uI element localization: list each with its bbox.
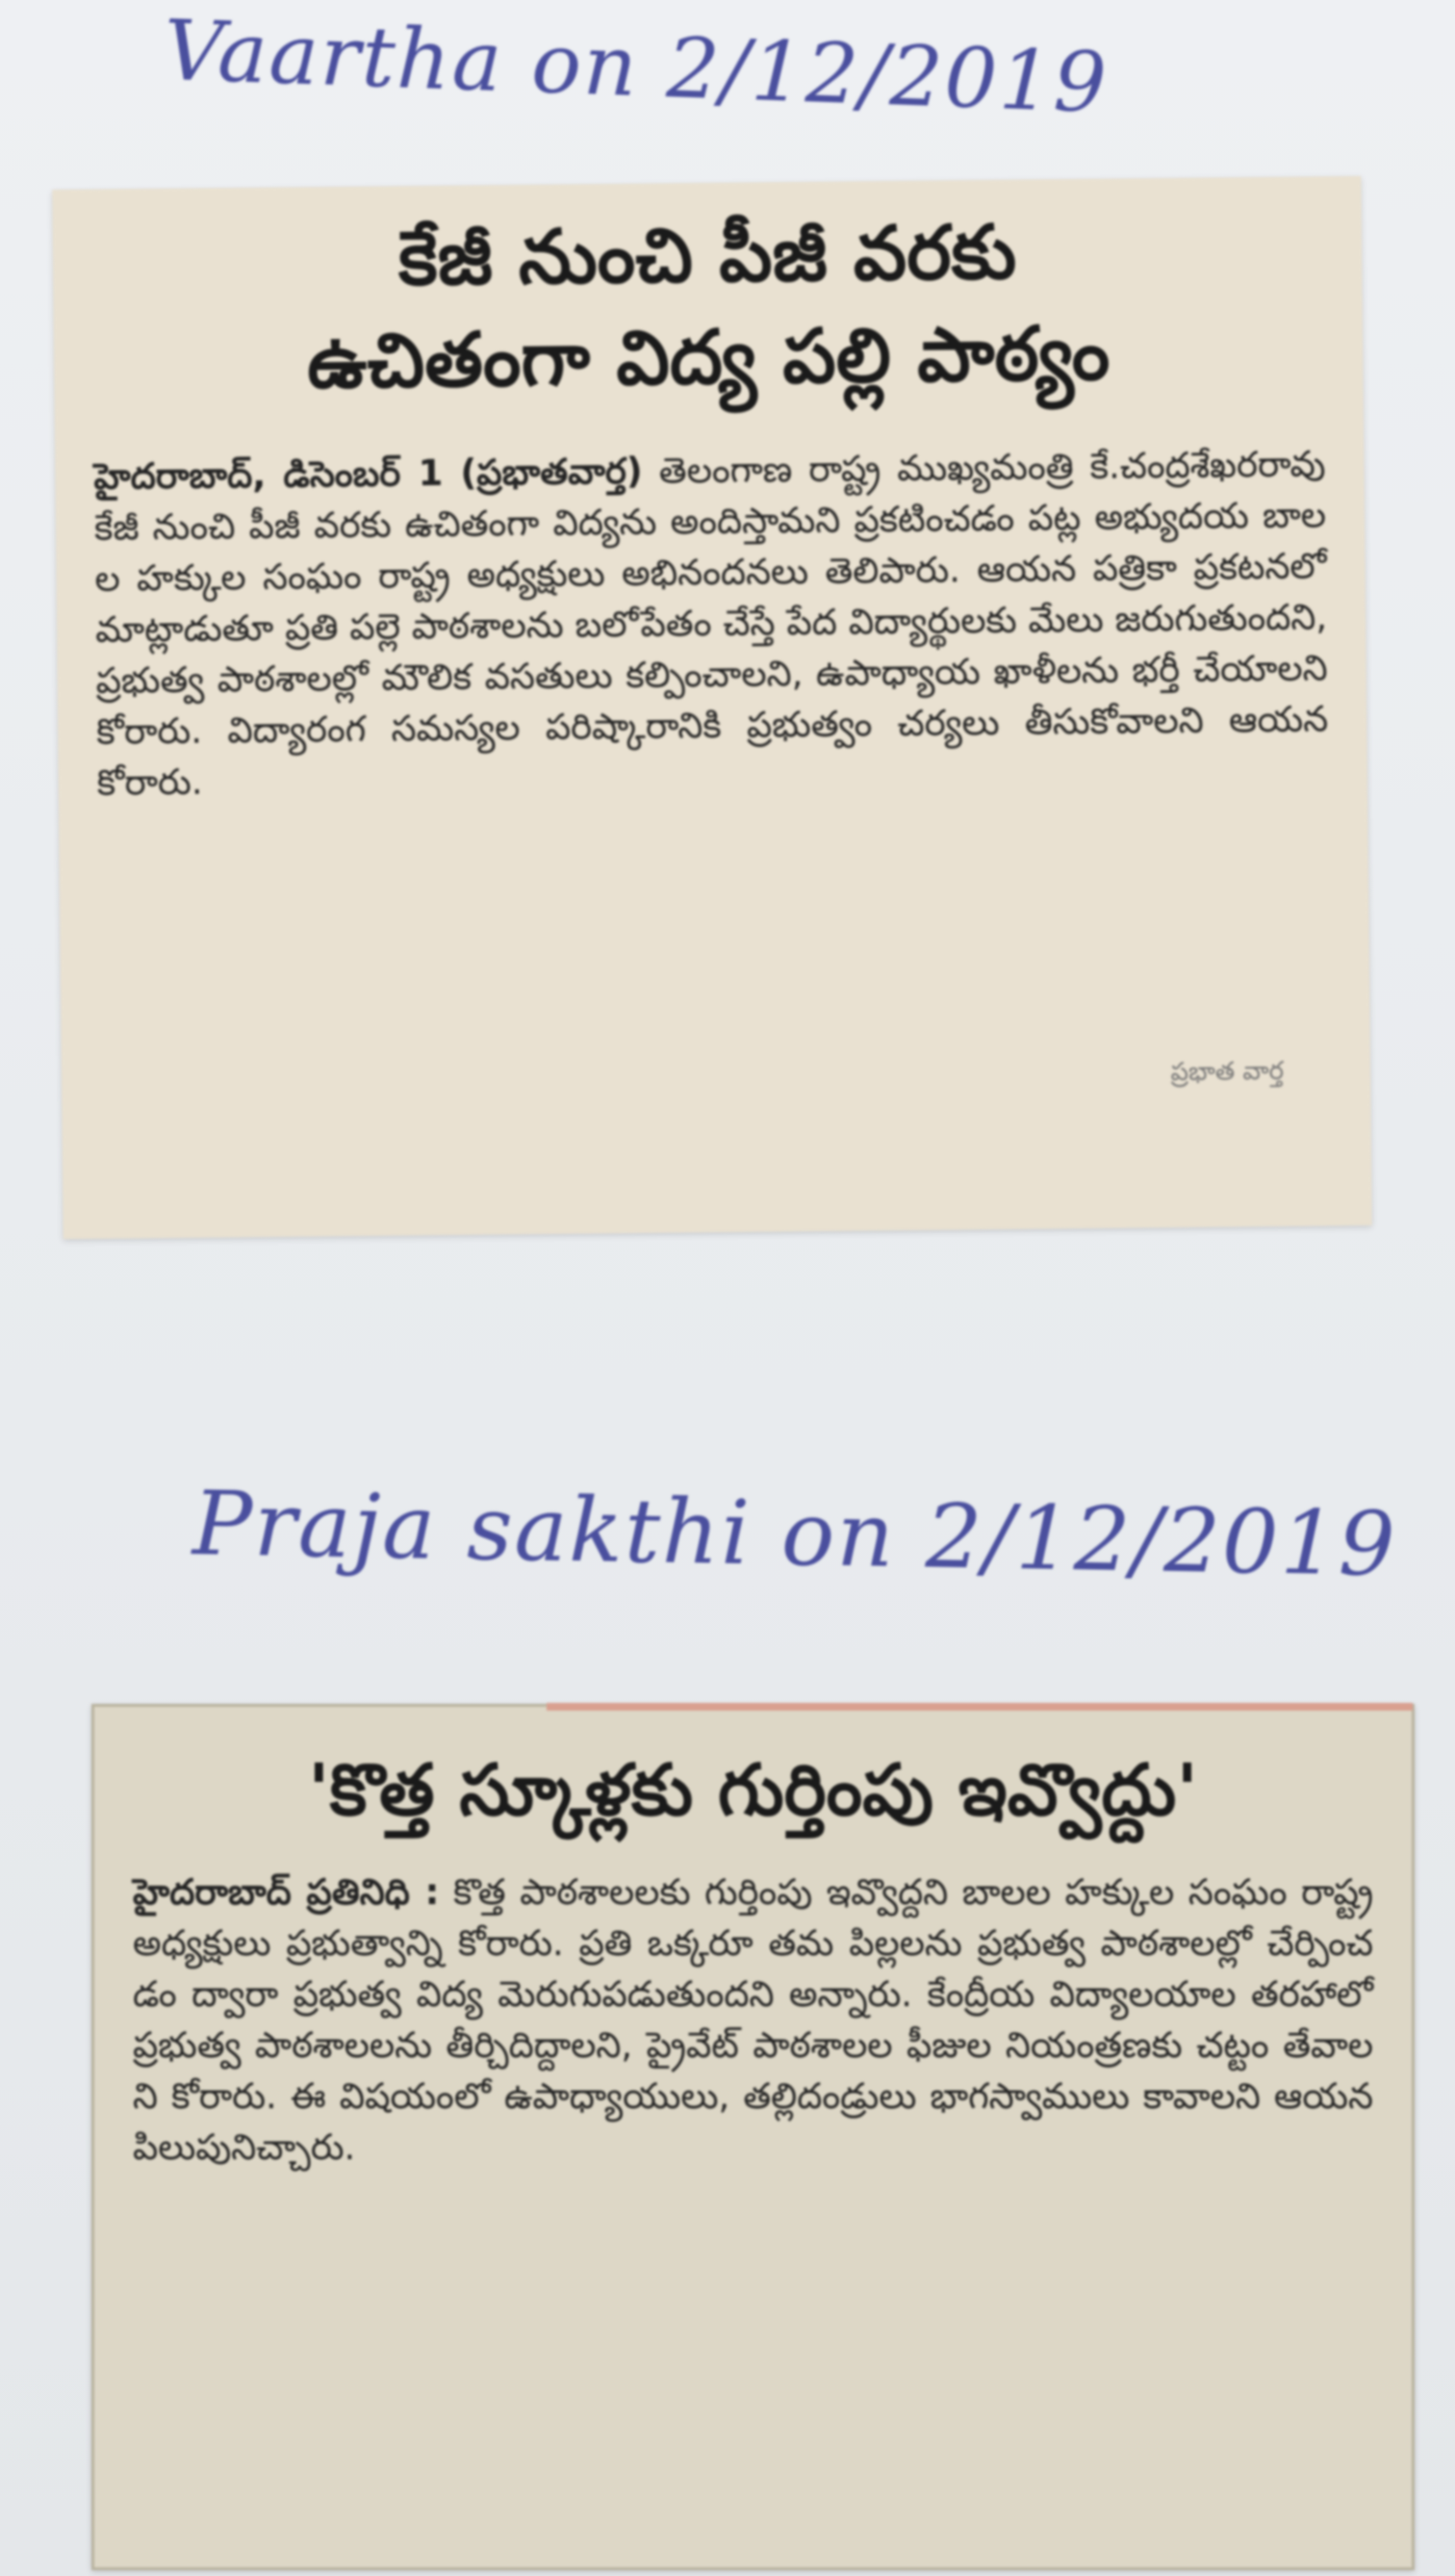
clipping-body [93,438,1329,808]
clipping-headline: 'కొత్త స్కూళ్లకు గుర్తింపు ఇవ్వొద్దు' [307,1749,1199,1832]
clipping-footer: ప్రభాత వార్త [1170,1056,1285,1088]
clipping-dateline: హైదరాబాద్, డిసెంబర్ 1 (ప్రభాతవార్త) [93,450,643,498]
handwritten-source-note: Vaartha on 2/12/2019 [162,2,1110,133]
clipping-headline-line1: కేజీ నుంచి పీజీ వరకు [397,209,1017,303]
handwritten-source-note: Praja sakthi on 2/12/2019 [191,1472,1398,1596]
clipping-dateline: హైదరాబాద్ ప్రతినిధి : [133,1871,440,1913]
clipping-body [133,1867,1373,2173]
clipping-headline-line2: ఉచితంగా విద్య పల్లి పాఠ్యం [306,310,1110,406]
clipping-top-edge [547,1703,1413,1711]
newspaper-clipping-vaartha [52,176,1371,1239]
newspaper-clipping-prajasakthi [91,1704,1415,2570]
clipping-body-text: కొత్త పాఠశాలలకు గుర్తింపు ఇవ్వొద్దని బాలల హక్కుల సంఘం రాష్ట్ర అధ్యక్షులు ప్రభుత్వాన్ని కోరారు. ప్రతి ఒక్కరూ తమ పిల్లలను ప్రభుత్వ పాఠశాలల్లో చేర్పించడం ద్వారా ప్రభుత్వ విద్య మెరుగుపడుతుందని అన్నారు. కేంద్రీయ విద్యాలయాల తరహాలో ప్రభుత్వ పాఠశాలలను తీర్చిదిద్దాలని, ప్రైవేట్ పాఠశాలల ఫీజుల నియంత్రణకు చట్టం తేవాలని కోరారు. ఈ విషయంలో ఉపాధ్యాయులు, తల్లిదండ్రులు భాగస్వాములు కావాలని ఆయన పిలుపునిచ్చారు. [133,1871,1373,2168]
clipping-body-text: తెలంగాణ రాష్ట్ర ముఖ్యమంత్రి కే.చంద్రశేఖరరావు కేజీ నుంచి పీజీ వరకు ఉచితంగా విద్యను అందిస్తామని ప్రకటించడం పట్ల అభ్యుదయ బాలల హక్కుల సంఘం రాష్ట్ర అధ్యక్షులు అభినందనలు తెలిపారు. ఆయన పత్రికా ప్రకటనలో మాట్లాడుతూ ప్రతి పల్లె పాఠశాలను బలోపేతం చేస్తే పేద విద్యార్థులకు మేలు జరుగుతుందని, ప్రభుత్వ పాఠశాలల్లో మౌలిక వసతులు కల్పించాలని, ఉపాధ్యాయ ఖాళీలను భర్తీ చేయాలని కోరారు. విద్యారంగ సమస్యల పరిష్కారానికి ప్రభుత్వం చర్యలు తీసుకోవాలని ఆయన కోరారు. [93,443,1329,804]
